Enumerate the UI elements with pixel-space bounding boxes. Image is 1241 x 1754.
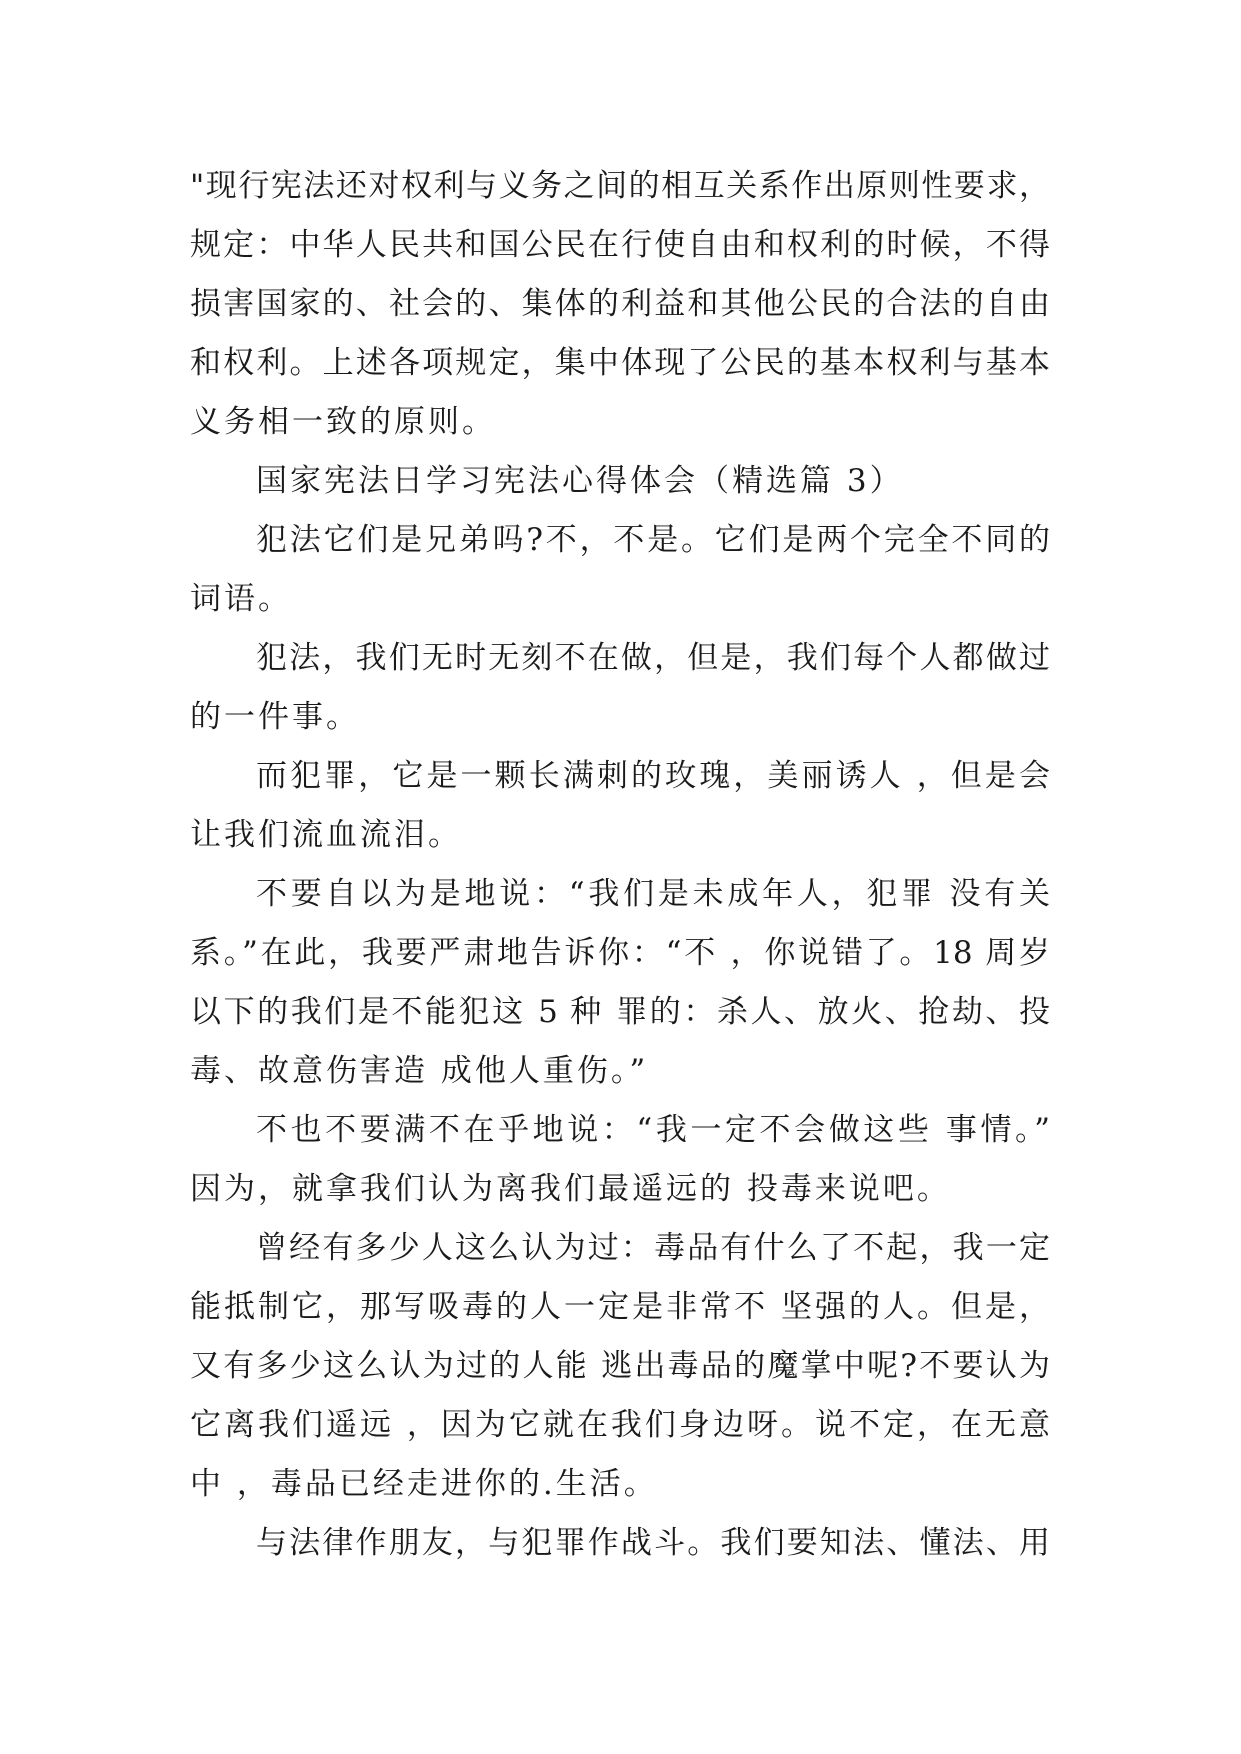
document-page: [190, 157, 1050, 1573]
text-line: 毒、故意伤害造 成他人重伤。”: [190, 1053, 649, 1089]
section-heading: 国家宪法日学习宪法心得体会（精选篇 3）: [256, 463, 904, 499]
text-line: 能抵制它，那写吸毒的人一定是非常不 坚强的人。但是，: [190, 1289, 1050, 1325]
text-line: 中 ，毒品已经走进你的.生活。: [190, 1466, 658, 1502]
text-line: 损害国家的、社会的、集体的利益和其他公民的合法的自由: [190, 286, 1050, 322]
text-line: 犯法它们是兄弟吗?不，不是。它们是两个完全不同的: [256, 522, 1050, 558]
text-line: 犯法，我们无时无刻不在做，但是，我们每个人都做过: [256, 640, 1050, 676]
text-line: 的一件事。: [190, 699, 360, 735]
text-line: 以下的我们是不能犯这 5 种 罪的：杀人、放火、抢劫、投: [190, 994, 1050, 1030]
text-line: 因为，就拿我们认为离我们最遥远的 投毒来说吧。: [190, 1171, 951, 1207]
text-line: "现行宪法还对权利与义务之间的相互关系作出原则性要求，: [190, 168, 1050, 204]
text-line: 而犯罪，它是一颗长满刺的玫瑰，美丽诱人 ，但是会: [256, 758, 1050, 794]
text-line: 义务相一致的原则。: [190, 404, 496, 440]
text-line: 又有多少这么认为过的人能 逃出毒品的魔掌中呢?不要认为: [190, 1348, 1050, 1384]
text-line: 规定：中华人民共和国公民在行使自由和权利的时候，不得: [190, 227, 1050, 263]
text-line: 词语。: [190, 581, 292, 617]
text-line: 不要自以为是地说：“我们是未成年人，犯罪 没有关: [256, 876, 1050, 912]
text-line: 曾经有多少人这么认为过：毒品有什么了不起，我一定: [256, 1230, 1050, 1266]
text-line: 和权利。上述各项规定，集中体现了公民的基本权利与基本: [190, 345, 1050, 381]
text-line: 不也不要满不在乎地说：“我一定不会做这些 事情。”: [256, 1112, 1050, 1148]
text-line: 让我们流血流泪。: [190, 817, 462, 853]
text-line: 与法律作朋友，与犯罪作战斗。我们要知法、懂法、用: [256, 1525, 1050, 1561]
text-line: 系。”在此，我要严肃地告诉你：“不 ，你说错了。18 周岁: [190, 935, 1050, 971]
text-line: 它离我们遥远 ，因为它就在我们身边呀。说不定，在无意: [190, 1407, 1050, 1443]
